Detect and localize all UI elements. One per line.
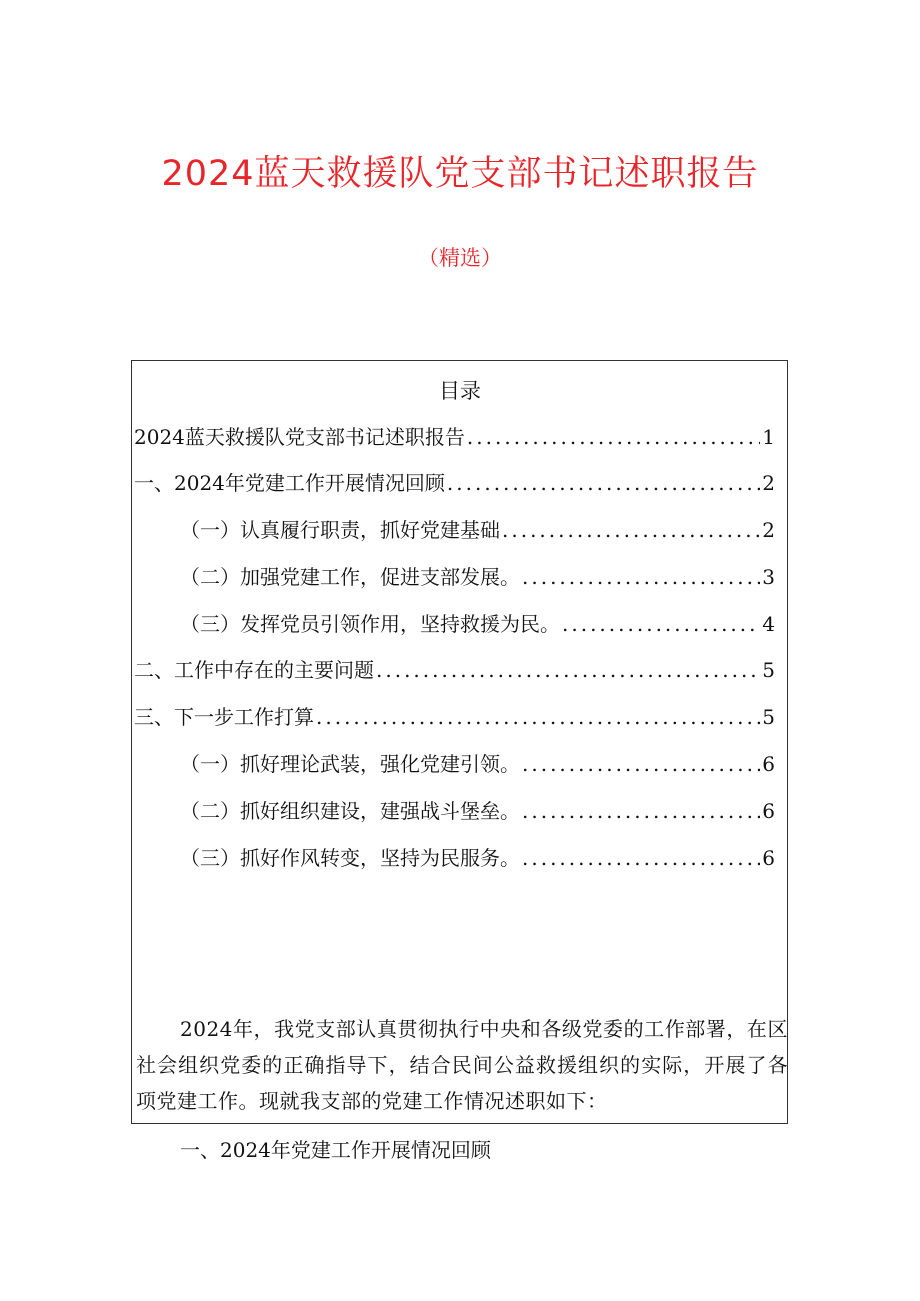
toc-entry-text: （三）抓好作风转变，坚持为民服务。 <box>180 846 520 870</box>
toc-entry-page: 5 <box>762 705 775 729</box>
toc-entry[interactable] <box>134 654 775 684</box>
toc-entry-page: 5 <box>762 658 775 682</box>
intro-paragraph: 2024年，我党支部认真贯彻执行中央和各级党委的工作部署，在区社会组织党委的正确指导下，结合民间公益救援组织的实际，开展了各项党建工作。现就我支部的党建工作情况述职如下： <box>136 1017 788 1113</box>
toc-leader-dots <box>316 705 760 729</box>
toc-entry[interactable] <box>134 421 775 451</box>
toc-leader-dots <box>562 612 760 636</box>
toc-entry[interactable] <box>134 795 775 825</box>
toc-entry-text: （三）发挥党员引领作用，坚持救援为民。 <box>180 612 560 636</box>
toc-entry-page: 1 <box>762 425 775 449</box>
toc-entry[interactable] <box>134 561 775 591</box>
toc-entry-text: 2024蓝天救援队党支部书记述职报告 <box>134 425 465 449</box>
toc-entry-text: 一、2024年党建工作开展情况回顾 <box>134 471 445 495</box>
toc-entry-page: 6 <box>762 846 775 870</box>
toc-entry-page: 2 <box>762 518 775 542</box>
toc-entry-page: 6 <box>762 752 775 776</box>
toc-entry[interactable] <box>134 467 775 497</box>
toc-entry[interactable] <box>134 701 775 731</box>
toc-entry-text: （一）抓好理论武装，强化党建引领。 <box>180 752 520 776</box>
toc-entry-page: 6 <box>762 799 775 823</box>
toc-entry-page: 3 <box>762 565 775 589</box>
toc-entry[interactable] <box>134 842 775 872</box>
toc-leader-dots <box>502 518 760 542</box>
toc-entry-text: 二、工作中存在的主要问题 <box>134 658 374 682</box>
toc-entry-text: （二）加强党建工作，促进支部发展。 <box>180 565 520 589</box>
toc-leader-dots <box>522 565 760 589</box>
toc-leader-dots <box>447 471 760 495</box>
toc-leader-dots <box>376 658 760 682</box>
toc-leader-dots <box>467 425 760 449</box>
toc-entry[interactable] <box>134 514 775 544</box>
toc-entry-text: 三、下一步工作打算 <box>134 705 314 729</box>
toc-entry-page: 2 <box>762 471 775 495</box>
toc-leader-dots <box>522 752 760 776</box>
toc-entry-page: 4 <box>762 612 775 636</box>
document-title: 2024蓝天救援队党支部书记述职报告 <box>161 154 759 194</box>
toc-entry-text: （二）抓好组织建设，建强战斗堡垒。 <box>180 799 520 823</box>
toc-entry[interactable] <box>134 748 775 778</box>
document-subtitle: （精选） <box>418 246 502 270</box>
toc-leader-dots <box>522 846 760 870</box>
toc-leader-dots <box>522 799 760 823</box>
toc-heading: 目录 <box>439 379 481 403</box>
toc-entry[interactable] <box>134 608 775 638</box>
toc-entry-text: （一）认真履行职责，抓好党建基础 <box>180 518 500 542</box>
section-heading: 一、2024年党建工作开展情况回顾 <box>180 1138 491 1162</box>
